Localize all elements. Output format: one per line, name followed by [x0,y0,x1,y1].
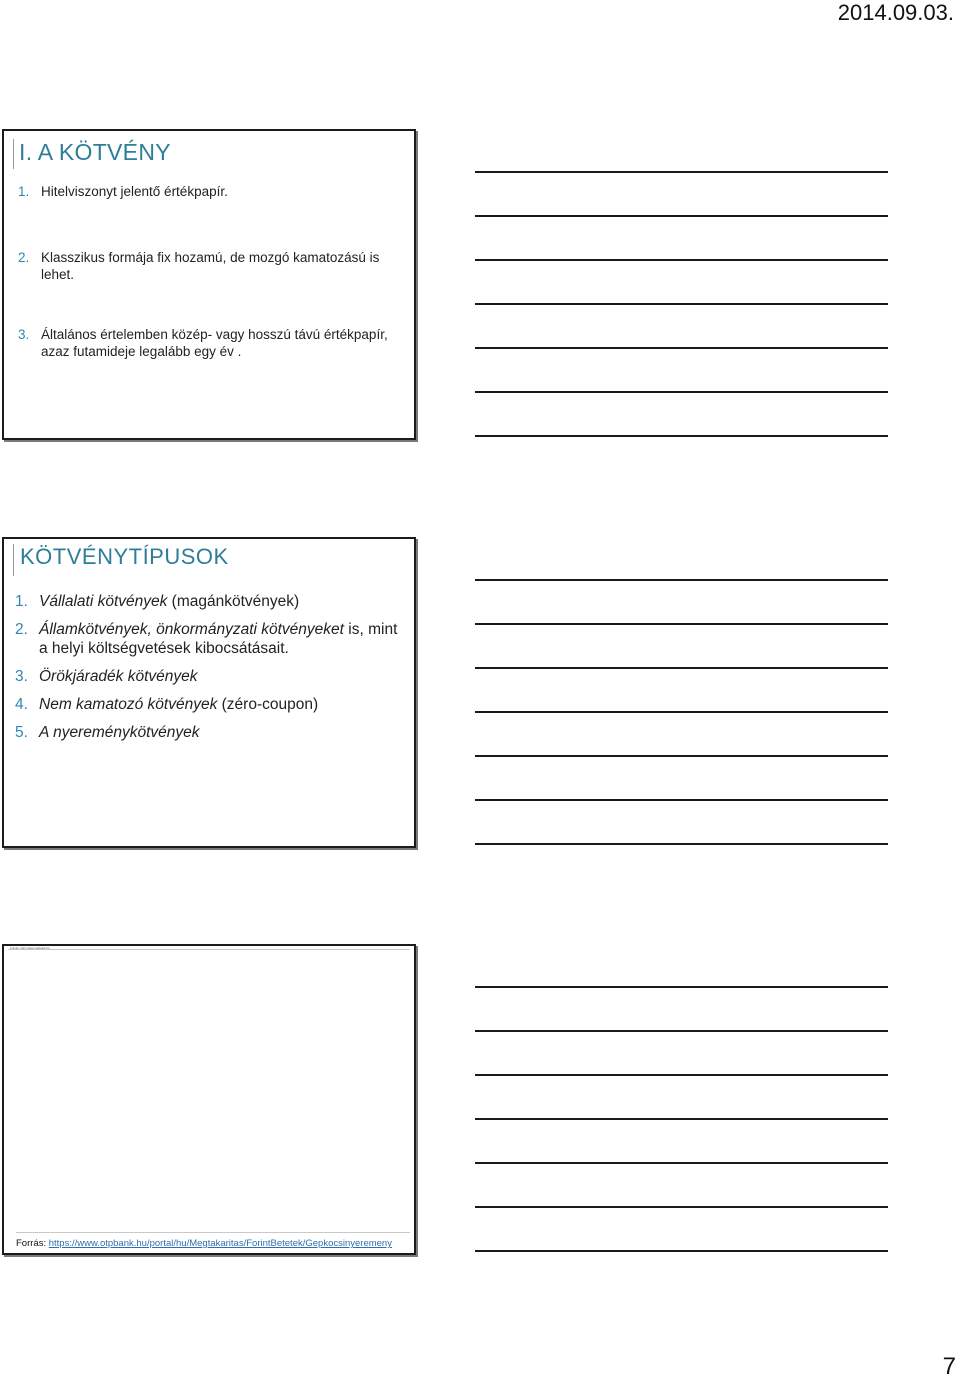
list-item [15,667,405,686]
list-item-number: 2. [15,621,28,638]
slide-2 [2,537,416,848]
slide-1-title: I. A KÖTVÉNY [13,139,171,169]
note-line [475,391,888,393]
note-line [475,1162,888,1164]
note-line [475,579,888,581]
note-line [475,1074,888,1076]
note-line [475,843,888,845]
note-line [475,623,888,625]
list-item-text: Általános értelemben közép- vagy hosszú távú értékpapír, azaz futamideje legalább egy év . [41,327,388,359]
list-item [15,695,405,714]
list-item [18,183,403,200]
source-citation [16,1238,392,1249]
list-item-number: 5. [15,724,28,741]
list-item-italic: Vállalati kötvények [39,593,168,610]
list-item [18,326,403,360]
list-item-number: 4. [15,696,28,713]
note-line [475,1250,888,1252]
slide-3 [2,944,416,1255]
slide-2-title: KÖTVÉNYTÍPUSOK [13,544,229,576]
note-line [475,435,888,437]
list-item-italic: Államkötvények, önkormányzati kötvényeket [39,621,344,638]
list-item-italic: A nyereménykötvények [39,724,200,741]
slide-1 [2,129,416,440]
note-line [475,755,888,757]
slide-3-source-divider [16,1232,410,1233]
slide-1-list [18,183,403,360]
list-item-text: (zéro-coupon) [217,696,319,713]
list-item-text: (magánkötvények) [167,593,300,610]
note-line [475,303,888,305]
slide-2-list [15,592,405,751]
list-item-number: 3. [15,668,28,685]
list-item [18,249,403,283]
list-item-italic: Nem kamatozó kötvények [39,696,218,713]
page-number: 7 [942,1353,956,1380]
list-item [15,592,405,611]
list-item-number: 3. [18,327,30,342]
list-item-text: Hitelviszonyt jelentő értékpapír. [41,184,228,199]
note-line [475,1118,888,1120]
list-item-italic: Örökjáradék kötvények [39,668,198,685]
header-date: 2014.09.03. [837,0,954,25]
slide-3-top-divider [8,949,410,950]
list-item-number: 1. [15,593,28,610]
note-line [475,215,888,217]
note-line [475,667,888,669]
note-line [475,347,888,349]
note-line [475,1030,888,1032]
note-line [475,171,888,173]
note-line [475,1206,888,1208]
note-line [475,986,888,988]
list-item [15,723,405,742]
list-item [15,620,405,658]
note-line [475,799,888,801]
slide-3-tiny-header: Forrás: http://www.otpbank.hu [10,946,50,950]
note-line [475,259,888,261]
source-link[interactable]: https://www.otpbank.hu/portal/hu/Megtakaritas/ForintBetetek/Gepkocsinyeremeny [48,1238,392,1249]
list-item-number: 1. [18,184,30,199]
list-item-text: is, mint a helyi költségvetések kibocsátásait. [39,621,398,657]
source-label: Forrás: [16,1238,49,1249]
note-line [475,711,888,713]
list-item-text: Klasszikus formája fix hozamú, de mozgó kamatozású is lehet. [41,250,380,282]
list-item-number: 2. [18,250,30,265]
